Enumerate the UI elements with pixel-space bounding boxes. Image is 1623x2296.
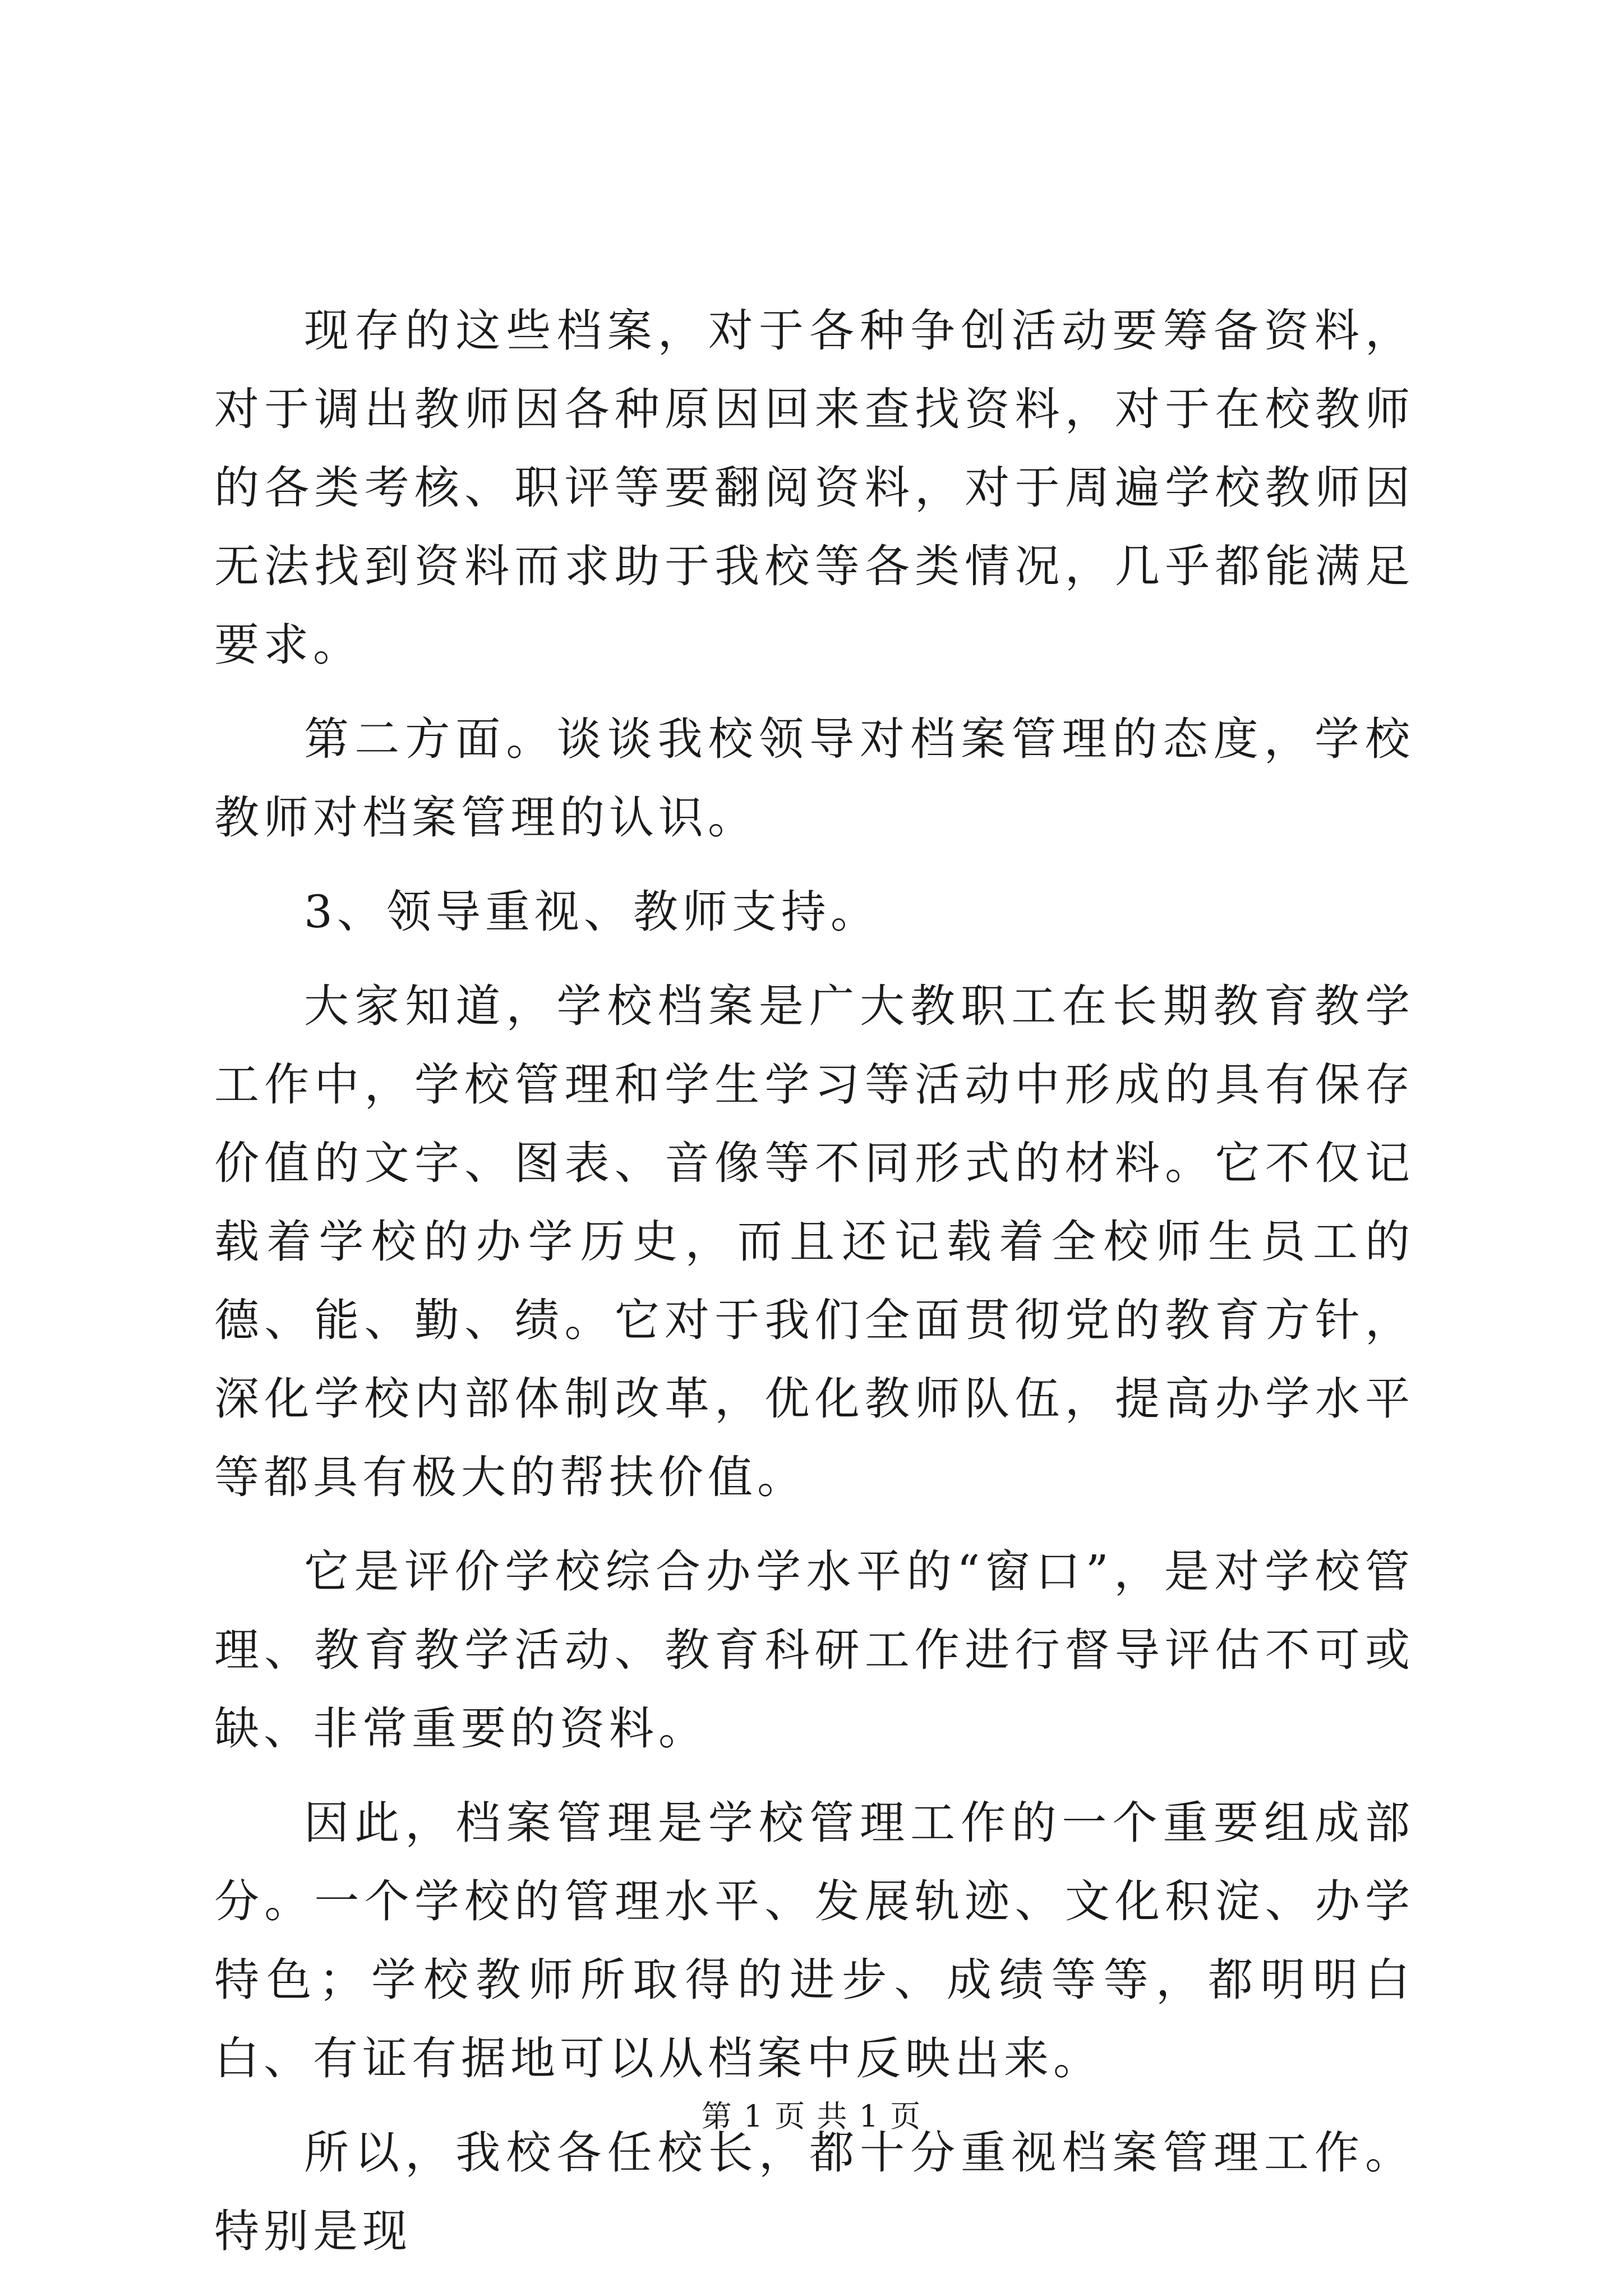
paragraph-principals-attention: 所以，我校各任校长，都十分重视档案管理工作。特别是现 — [214, 2127, 1414, 2257]
paragraph-heading-leadership: 3、领导重视、教师支持。 — [304, 886, 880, 938]
page-footer: 第 1 页 共 1 页 — [701, 2099, 922, 2134]
paragraph-management-importance: 因此，档案管理是学校管理工作的一个重要组成部分。一个学校的管理水平、发展轨迹、文化积淀、办学特色；学校教师所取得的进步、成绩等等，都明明白白、有证有据地可以从档案中反映出来。 — [214, 1797, 1414, 2085]
paragraph-second-aspect: 第二方面。谈谈我校领导对档案管理的态度，学校教师对档案管理的认识。 — [214, 713, 1414, 844]
paragraph-evaluation-window: 它是评价学校综合办学水平的“窗口”，是对学校管理、教育教学活动、教育科研工作进行督导评估不可或缺、非常重要的资料。 — [214, 1545, 1414, 1755]
paragraph-archives-usage: 现存的这些档案，对于各种争创活动要筹备资料，对于调出教师因各种原因回来查找资料，对于在校教师的各类考核、职评等要翻阅资料，对于周遍学校教师因无法找到资料而求助于我校等各类情况，几乎都能满足要求。 — [214, 305, 1414, 671]
document-body — [214, 292, 1414, 2286]
paragraph-school-archives-definition: 大家知道，学校档案是广大教职工在长期教育教学工作中，学校管理和学生学习等活动中形成的具有保存价值的文字、图表、音像等不同形式的材料。它不仅记载着学校的办学历史，而且还记载着全校师生员工的德、能、勤、绩。它对于我们全面贯彻党的教育方针，深化学校内部体制改革，优化教师队伍，提高办学水平等都具有极大的帮扶价值。 — [214, 980, 1414, 1503]
